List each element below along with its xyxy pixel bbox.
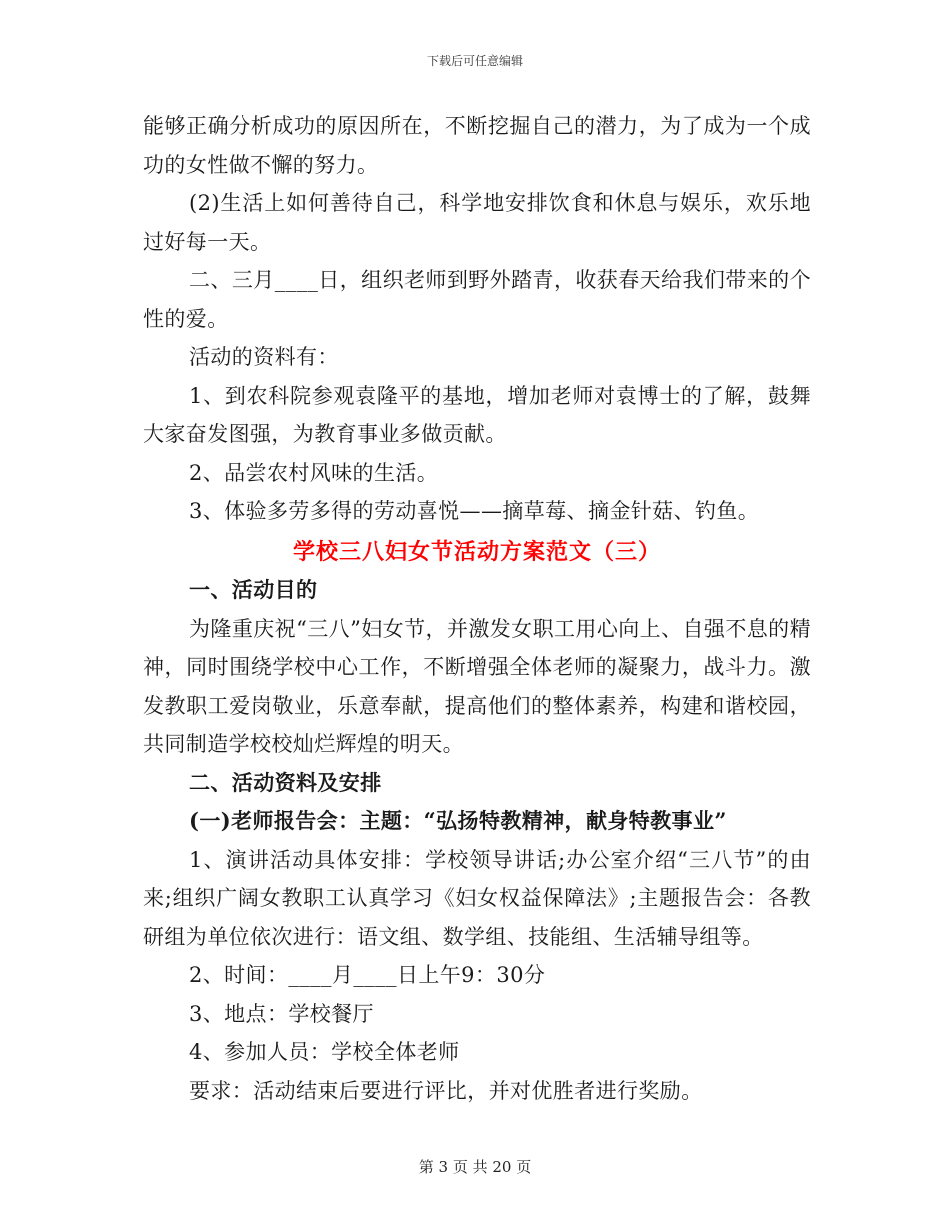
paragraph: 活动的资料有： — [189, 345, 339, 369]
list-item: 3、体验多劳多得的劳动喜悦——摘草莓、摘金针菇、钓鱼。 — [189, 499, 760, 523]
list-item: 1、演讲活动具体安排：学校领导讲话;办公室介绍“三八节”的由来;组织广阔女教职工认真学习《妇女权益保障法》;主题报告会：各教研组为单位依次进行：语文组、数学组、技能组、生活辅导组等。 — [143, 847, 811, 949]
subsection-heading: (一)老师报告会：主题：“弘扬特教精神，献身特教事业” — [189, 808, 727, 833]
list-item: 1、到农科院参观袁隆平的基地，增加老师对袁博士的了解，鼓舞大家奋发图强，为教育事业多做贡献。 — [143, 383, 811, 446]
page-header: 下载后可任意编辑 — [426, 54, 523, 68]
paragraph: 要求：活动结束后要进行评比，并对优胜者进行奖励。 — [189, 1078, 703, 1103]
section-heading: 一、活动目的 — [189, 577, 318, 602]
paragraph: 为隆重庆祝“三八”妇女节，并激发女职工用心向上、自强不息的精神，同时围绕学校中心工作，不断增强全体老师的凝聚力，战斗力。激发教职工爱岗敬业，乐意奉献，提高他们的整体素养，构建和谐校园，共同制造学校校灿烂辉煌的明天。 — [143, 616, 811, 756]
section-heading: 二、活动资料及安排 — [189, 769, 382, 795]
section-title: 学校三八妇女节活动方案范文（三） — [292, 538, 661, 565]
list-item: 3、地点：学校餐厅 — [189, 1001, 374, 1026]
paragraph: (2)生活上如何善待自己，科学地安排饮食和休息与娱乐，欢乐地过好每一天。 — [143, 191, 811, 254]
paragraph: 二、三月____日，组织老师到野外踏青，收获春天给我们带来的个性的爱。 — [143, 268, 811, 331]
list-item: 2、时间：____月____日上午9：30分 — [189, 963, 546, 987]
page-footer: 第 3 页 共 20 页 — [418, 1158, 532, 1176]
list-item: 4、参加人员：学校全体老师 — [189, 1040, 460, 1064]
list-item: 2、品尝农村风味的生活。 — [189, 460, 439, 485]
paragraph: 能够正确分析成功的原因所在，不断挖掘自己的潜力，为了成为一个成功的女性做不懈的努力。 — [143, 114, 811, 177]
document-body — [143, 107, 811, 1110]
